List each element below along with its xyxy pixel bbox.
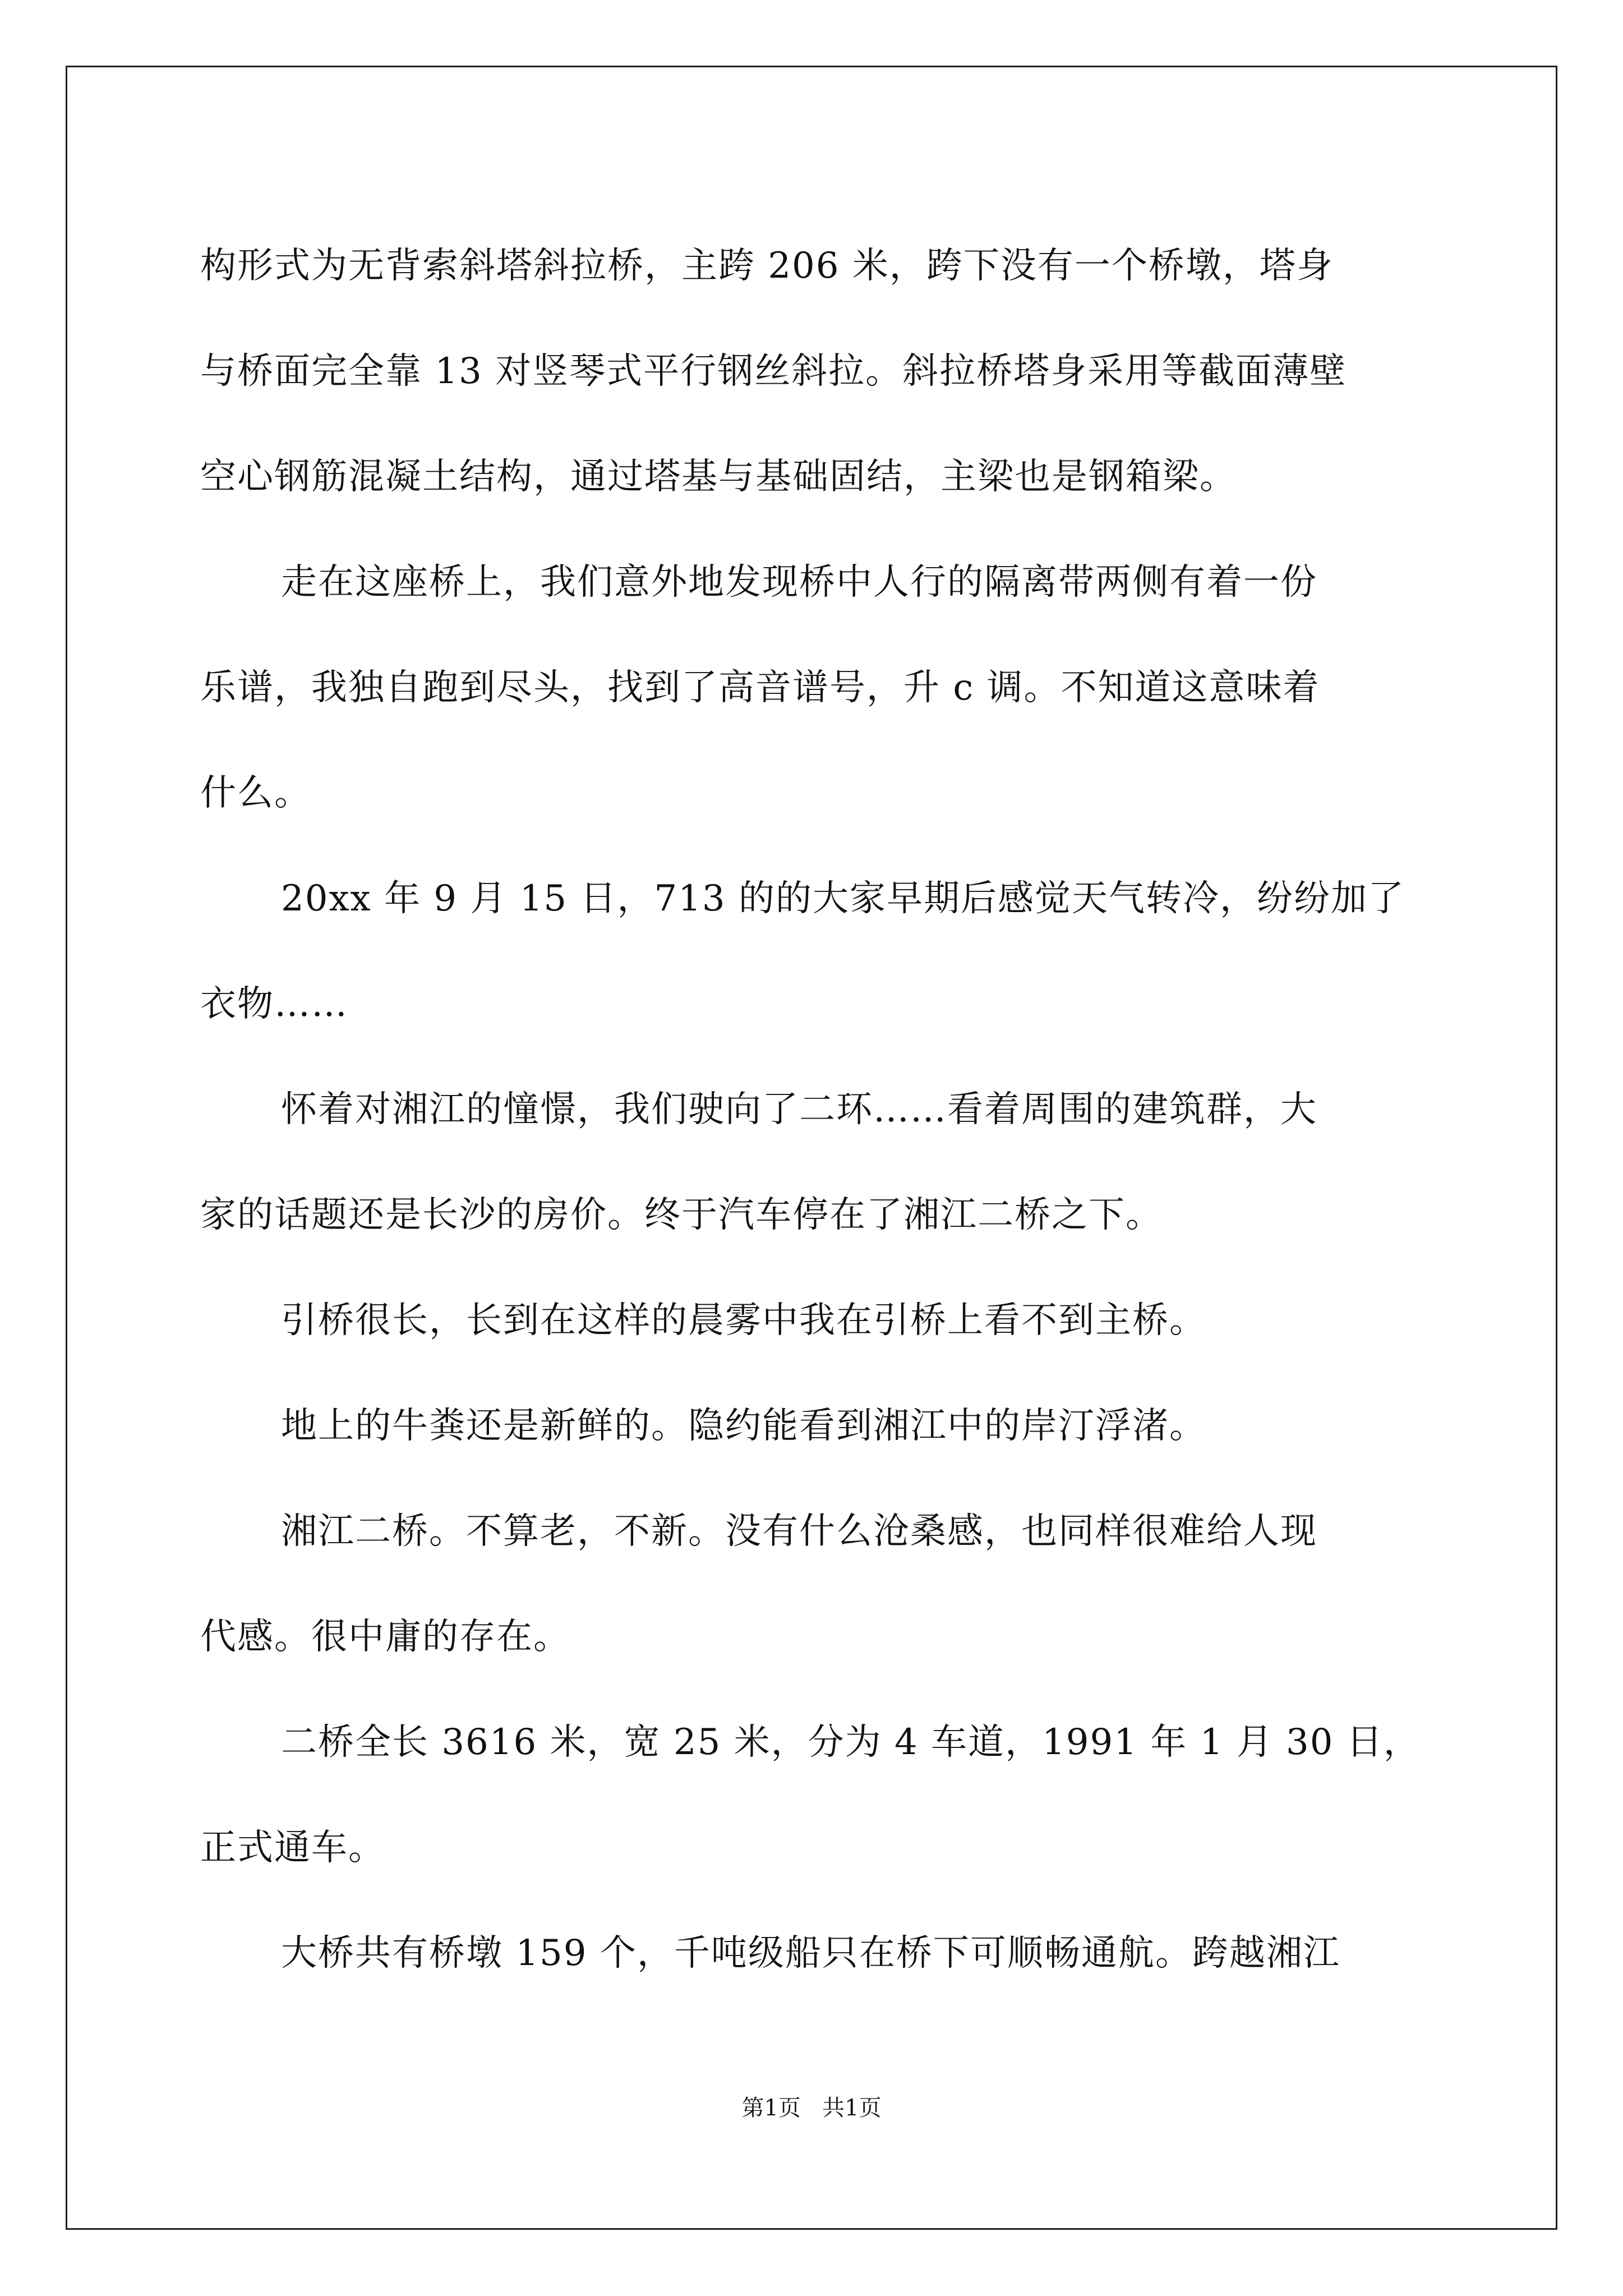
text-line: 与桥面完全靠 13 对竖琴式平行钢丝斜拉。斜拉桥塔身采用等截面薄壁	[200, 351, 1347, 392]
page-number-footer: 第1页 共1页	[741, 2095, 882, 2121]
paragraph-first-line: 二桥全长 3616 米，宽 25 米，分为 4 车道，1991 年 1 月 30 日，	[281, 1722, 1421, 1763]
paragraph-first-line: 走在这座桥上，我们意外地发现桥中人行的隔离带两侧有着一份	[281, 562, 1317, 603]
paragraph-first-line: 引桥很长，长到在这样的晨雾中我在引桥上看不到主桥。	[281, 1300, 1206, 1341]
text-line: 衣物……	[200, 983, 348, 1025]
document-body	[200, 213, 1434, 2006]
text-line: 构形式为无背索斜塔斜拉桥，主跨 206 米，跨下没有一个桥墩，塔身	[200, 245, 1334, 287]
text-line: 正式通车。	[200, 1827, 385, 1869]
text-line: 家的话题还是长沙的房价。终于汽车停在了湘江二桥之下。	[200, 1194, 1163, 1236]
paragraph-first-line: 大桥共有桥墩 159 个，千吨级船只在桥下可顺畅通航。跨越湘江	[281, 1932, 1340, 1974]
paragraph-first-line: 地上的牛粪还是新鲜的。隐约能看到湘江中的岸汀浮渚。	[281, 1405, 1206, 1447]
text-line: 代感。很中庸的存在。	[200, 1616, 570, 1658]
text-line: 乐谱，我独自跑到尽头，找到了高音谱号，升 c 调。不知道这意味着	[200, 667, 1320, 708]
text-line: 什么。	[200, 772, 311, 814]
paragraph-first-line: 20xx 年 9 月 15 日，713 的的大家早期后感觉天气转冷，纷纷加了	[281, 878, 1405, 919]
text-line: 空心钢筋混凝土结构，通过塔基与基础固结，主梁也是钢箱梁。	[200, 456, 1237, 498]
paragraph-first-line: 怀着对湘江的憧憬，我们驶向了二环……看着周围的建筑群，大	[281, 1089, 1317, 1130]
paragraph-first-line: 湘江二桥。不算老，不新。没有什么沧桑感，也同样很难给人现	[281, 1511, 1317, 1552]
